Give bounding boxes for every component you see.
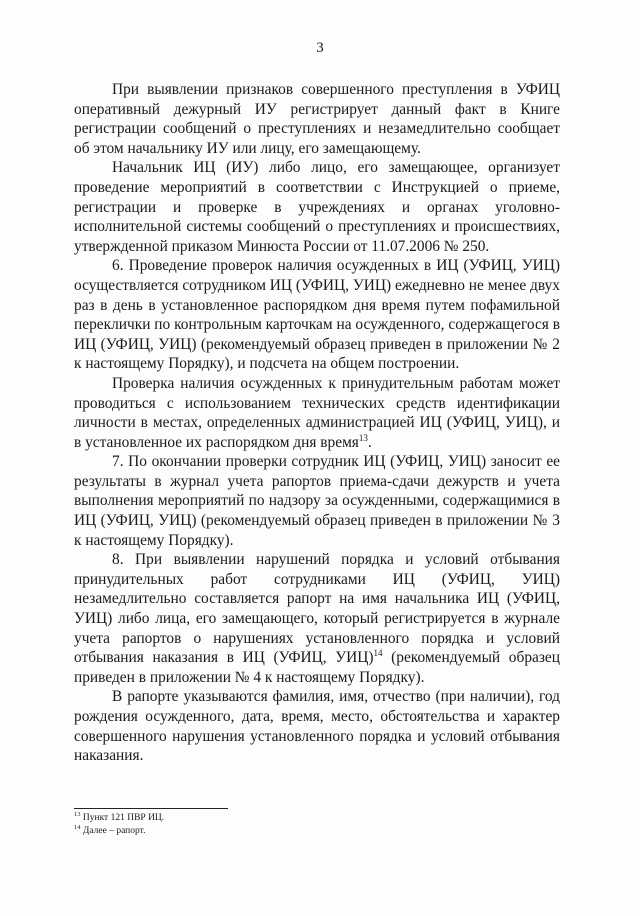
paragraph-text: 7. По окончании проверки сотрудник ИЦ (УФИЦ, УИЦ) заносит ее результаты в журнал учета рапортов приема-сдачи дежурств и учета выполнения мероприятий по надзору за осужденными, содержащимися в ИЦ (УФИЦ, УИЦ) (рекомендуемый образец приведен в приложении № 3 к настоящему Порядку). [74, 453, 560, 549]
paragraph-text: Проверка наличия осужденных к принудительным работам может проводиться с использованием технических средств идентификации личности в местах, определенных администрацией ИЦ (УФИЦ, УИЦ), и в установленное их распорядком дня время [74, 374, 560, 451]
paragraph-text: В рапорте указываются фамилия, имя, отчество (при наличии), год рождения осужденного, дата, время, место, обстоятельства и характер совершенного нарушения установленного порядка и условий отбывания наказания. [74, 688, 560, 765]
paragraph [74, 550, 560, 687]
footnotes [74, 812, 554, 838]
paragraph [74, 374, 560, 452]
paragraph [74, 256, 560, 374]
body-text [74, 80, 560, 766]
paragraph-text: 6. Проведение проверок наличия осужденных в ИЦ (УФИЦ, УИЦ) осуществляется сотрудником ИЦ (УФИЦ, УИЦ) ежедневно не менее двух раз в день в установленное распорядком дня время путем пофамильной переклички по контрольным карточкам на осужденного, содержащегося в ИЦ (УФИЦ, УИЦ) (рекомендуемый образец приведен в приложении № 2 к настоящему Порядку), и подсчета на общем построении. [74, 257, 560, 373]
paragraph-text-tail: . [367, 433, 372, 451]
footnote [74, 812, 554, 825]
footnote-ref: 13 [358, 432, 368, 443]
footnote-mark: 13 [74, 810, 81, 818]
paragraph-text: 8. При выявлении нарушений порядка и условий отбывания принудительных работ сотрудниками ИЦ (УФИЦ, УИЦ) незамедлительно составляется рапорт на имя начальника ИЦ (УФИЦ, УИЦ) либо лица, его замещающего, который регистрируется в журнале учета рапортов о нарушениях установленного порядка и условий отбывания наказания в ИЦ (УФИЦ, УИЦ) [74, 551, 560, 667]
paragraph [74, 687, 560, 765]
footnote-ref: 14 [373, 648, 383, 659]
paragraph [74, 80, 560, 158]
paragraph [74, 452, 560, 550]
footnote-mark: 14 [74, 823, 81, 831]
paragraph-text: При выявлении признаков совершенного преступления в УФИЦ оперативный дежурный ИУ регистрирует данный факт в Книге регистрации сообщений о преступлениях и незамедлительно сообщает об этом начальнику ИУ или лицу, его замещающему. [74, 81, 560, 157]
footnote-text: Далее – рапорт. [80, 826, 146, 836]
paragraph-text: Начальник ИЦ (ИУ) либо лицо, его замещающее, организует проведение мероприятий в соответствии с Инструкцией о приеме, регистрации и проверке в учреждениях и органах уголовно-исполнительной системы сообщений о преступлениях и происшествиях, утвержденной приказом Минюста России от 11.07.2006 № 250. [74, 159, 560, 255]
footnote-separator [74, 808, 228, 809]
page-number: 3 [316, 40, 324, 56]
footnote [74, 825, 554, 838]
paragraph-text-tail: (рекомендуемый образец приведен в приложении № 4 к настоящему Порядку). [74, 649, 561, 686]
paragraph [74, 158, 560, 256]
footnote-text: Пункт 121 ПВР ИЦ. [80, 813, 165, 823]
